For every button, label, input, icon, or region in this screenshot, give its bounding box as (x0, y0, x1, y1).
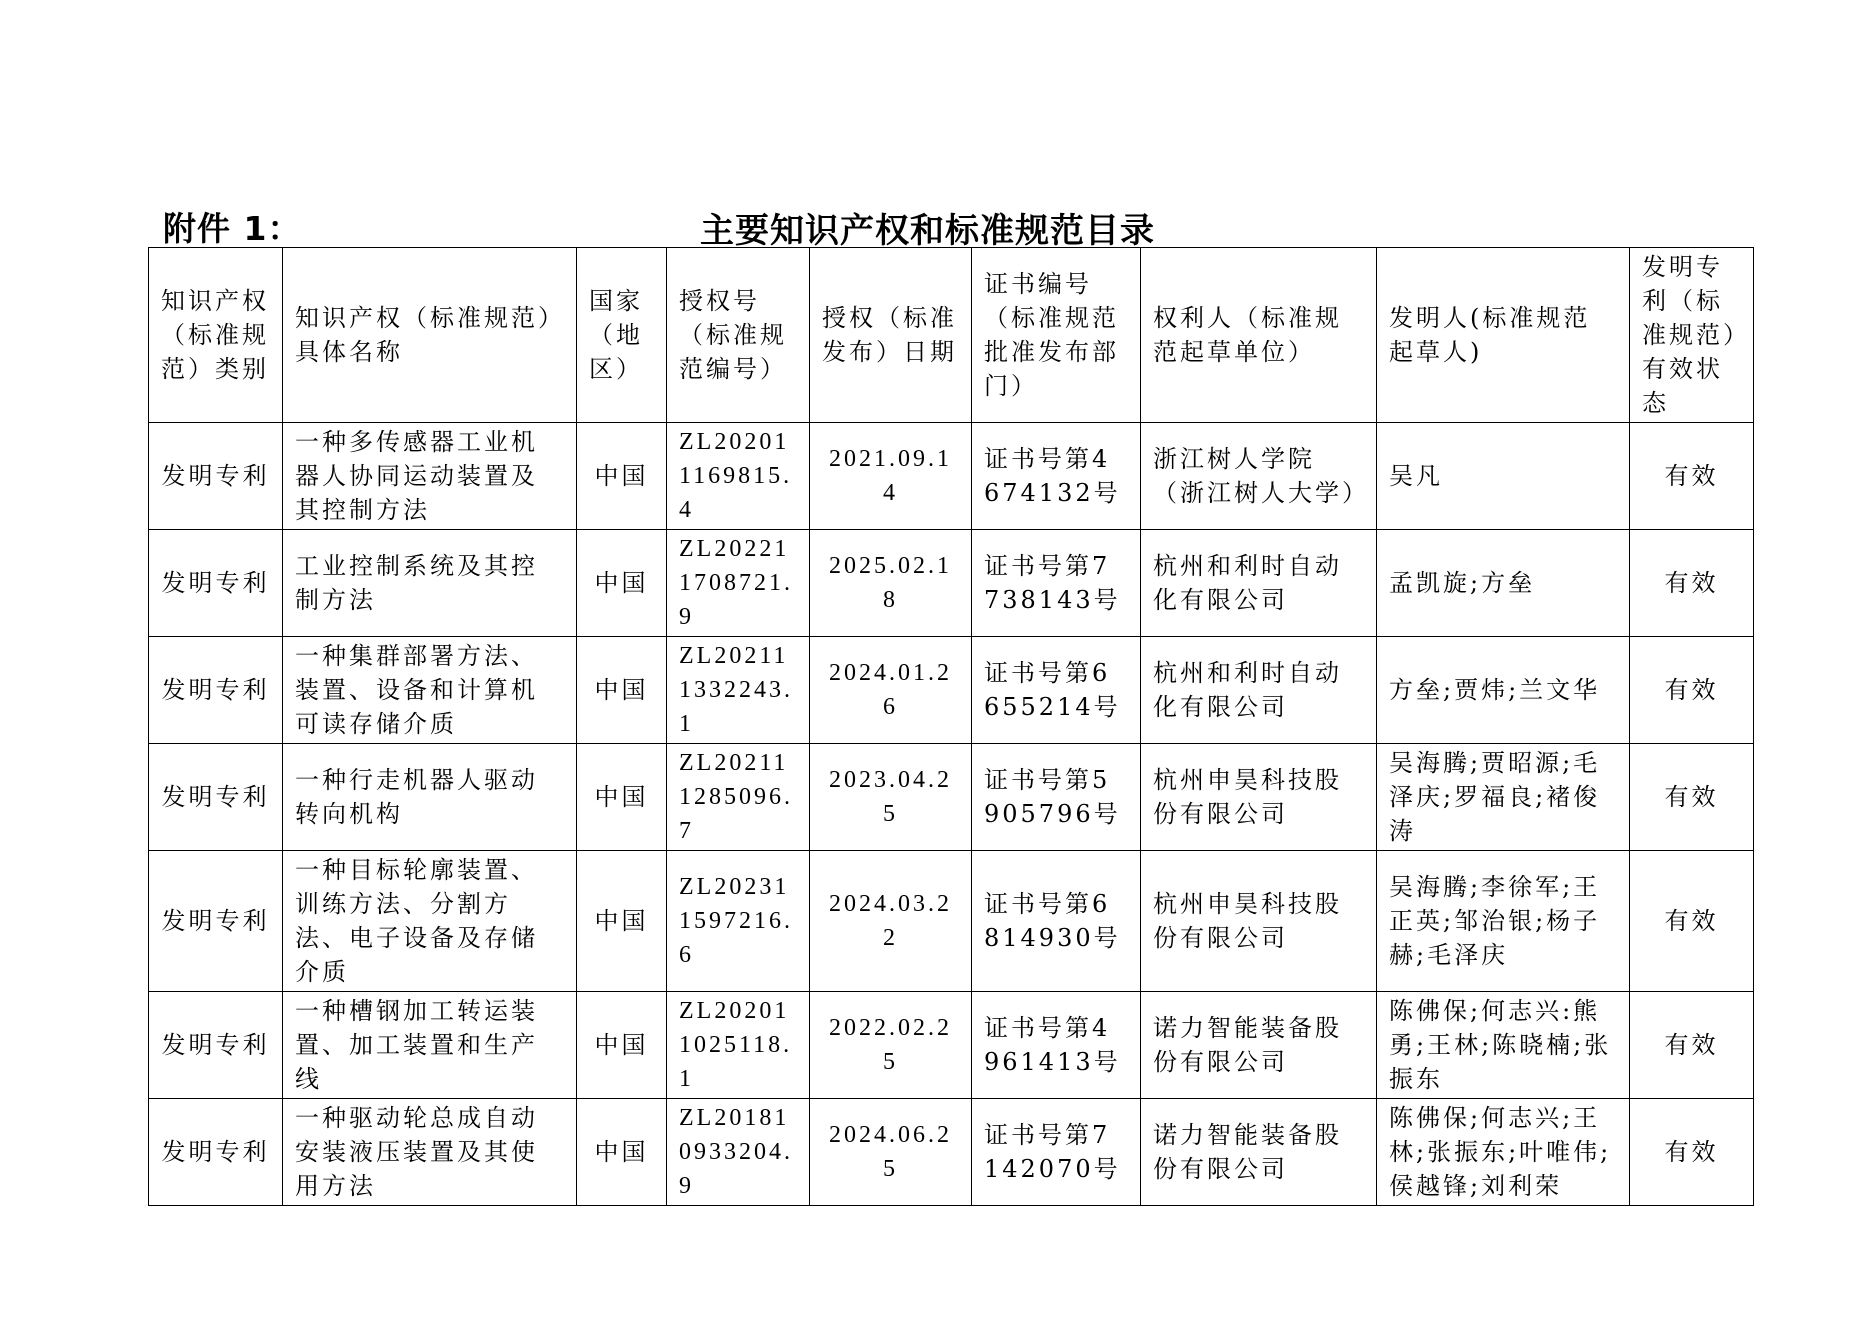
cell-cert: 证书号第7738143号 (972, 530, 1141, 637)
table-row (149, 851, 1754, 992)
cell-category: 发明专利 (149, 530, 283, 637)
cell-holder: 诺力智能装备股份有限公司 (1141, 1099, 1377, 1206)
cell-inventors: 孟凯旋;方垒 (1377, 530, 1630, 637)
cell-inventors: 吴海腾;贾昭源;毛泽庆;罗福良;褚俊涛 (1377, 744, 1630, 851)
cell-cert: 证书号第4674132号 (972, 423, 1141, 530)
cell-country: 中国 (577, 744, 667, 851)
cell-cert: 证书号第6814930号 (972, 851, 1141, 992)
header-date: 授权（标准发布）日期 (810, 248, 972, 423)
header-grant-no: 授权号（标准规范编号） (667, 248, 810, 423)
cell-inventors: 吴凡 (1377, 423, 1630, 530)
cell-name: 工业控制系统及其控制方法 (283, 530, 577, 637)
cell-name: 一种集群部署方法、装置、设备和计算机可读存储介质 (283, 637, 577, 744)
cell-date: 2024.03.22 (810, 851, 972, 992)
table-row (149, 744, 1754, 851)
cell-inventors: 陈佛保;何志兴;王林;张振东;叶唯伟;侯越锋;刘利荣 (1377, 1099, 1630, 1206)
cell-cert: 证书号第4961413号 (972, 992, 1141, 1099)
table-row (149, 1099, 1754, 1206)
cell-status: 有效 (1630, 1099, 1754, 1206)
table-row (149, 530, 1754, 637)
cell-name: 一种槽钢加工转运装置、加工装置和生产线 (283, 992, 577, 1099)
cell-date: 2021.09.14 (810, 423, 972, 530)
cell-grant-no: ZL202311597216.6 (667, 851, 810, 992)
cell-holder: 杭州申昊科技股份有限公司 (1141, 744, 1377, 851)
cell-inventors: 吴海腾;李徐军;王正英;邹治银;杨子赫;毛泽庆 (1377, 851, 1630, 992)
cell-date: 2024.06.25 (810, 1099, 972, 1206)
cell-category: 发明专利 (149, 1099, 283, 1206)
cell-holder: 杭州申昊科技股份有限公司 (1141, 851, 1377, 992)
cell-cert: 证书号第7142070号 (972, 1099, 1141, 1206)
header-status: 发明专利（标准规范）有效状态 (1630, 248, 1754, 423)
table-header-row (149, 248, 1754, 423)
cell-name: 一种多传感器工业机器人协同运动装置及其控制方法 (283, 423, 577, 530)
header-inventors: 发明人(标准规范起草人) (1377, 248, 1630, 423)
cell-status: 有效 (1630, 851, 1754, 992)
cell-cert: 证书号第5905796号 (972, 744, 1141, 851)
page-title: 主要知识产权和标准规范目录 (700, 211, 1155, 251)
cell-category: 发明专利 (149, 744, 283, 851)
cell-date: 2022.02.25 (810, 992, 972, 1099)
cell-status: 有效 (1630, 744, 1754, 851)
header-country: 国家（地区） (577, 248, 667, 423)
header-cert: 证书编号（标准规范批准发布部门） (972, 248, 1141, 423)
cell-holder: 诺力智能装备股份有限公司 (1141, 992, 1377, 1099)
cell-grant-no: ZL202011169815.4 (667, 423, 810, 530)
header-category: 知识产权（标准规范）类别 (149, 248, 283, 423)
attachment-label: 附件 1： (163, 209, 302, 248)
cell-inventors: 方垒;贾炜;兰文华 (1377, 637, 1630, 744)
table-row (149, 637, 1754, 744)
header-name: 知识产权（标准规范）具体名称 (283, 248, 577, 423)
cell-status: 有效 (1630, 992, 1754, 1099)
cell-country: 中国 (577, 637, 667, 744)
cell-cert: 证书号第6655214号 (972, 637, 1141, 744)
cell-status: 有效 (1630, 530, 1754, 637)
header-holder: 权利人（标准规范起草单位） (1141, 248, 1377, 423)
cell-status: 有效 (1630, 637, 1754, 744)
cell-grant-no: ZL202211708721.9 (667, 530, 810, 637)
cell-date: 2024.01.26 (810, 637, 972, 744)
cell-grant-no: ZL202011025118.1 (667, 992, 810, 1099)
cell-category: 发明专利 (149, 992, 283, 1099)
cell-country: 中国 (577, 851, 667, 992)
ip-table (148, 247, 1754, 1206)
cell-country: 中国 (577, 423, 667, 530)
cell-category: 发明专利 (149, 637, 283, 744)
cell-category: 发明专利 (149, 423, 283, 530)
cell-country: 中国 (577, 1099, 667, 1206)
cell-name: 一种目标轮廓装置、训练方法、分割方法、电子设备及存储介质 (283, 851, 577, 992)
cell-status: 有效 (1630, 423, 1754, 530)
cell-country: 中国 (577, 530, 667, 637)
cell-inventors: 陈佛保;何志兴:熊勇;王林;陈晓楠;张振东 (1377, 992, 1630, 1099)
cell-holder: 浙江树人学院（浙江树人大学） (1141, 423, 1377, 530)
cell-name: 一种行走机器人驱动转向机构 (283, 744, 577, 851)
cell-category: 发明专利 (149, 851, 283, 992)
cell-grant-no: ZL202111285096.7 (667, 744, 810, 851)
cell-grant-no: ZL201810933204.9 (667, 1099, 810, 1206)
table-row (149, 992, 1754, 1099)
cell-date: 2025.02.18 (810, 530, 972, 637)
cell-country: 中国 (577, 992, 667, 1099)
cell-holder: 杭州和利时自动化有限公司 (1141, 530, 1377, 637)
cell-date: 2023.04.25 (810, 744, 972, 851)
table-row (149, 423, 1754, 530)
cell-grant-no: ZL202111332243.1 (667, 637, 810, 744)
cell-holder: 杭州和利时自动化有限公司 (1141, 637, 1377, 744)
cell-name: 一种驱动轮总成自动安装液压装置及其使用方法 (283, 1099, 577, 1206)
